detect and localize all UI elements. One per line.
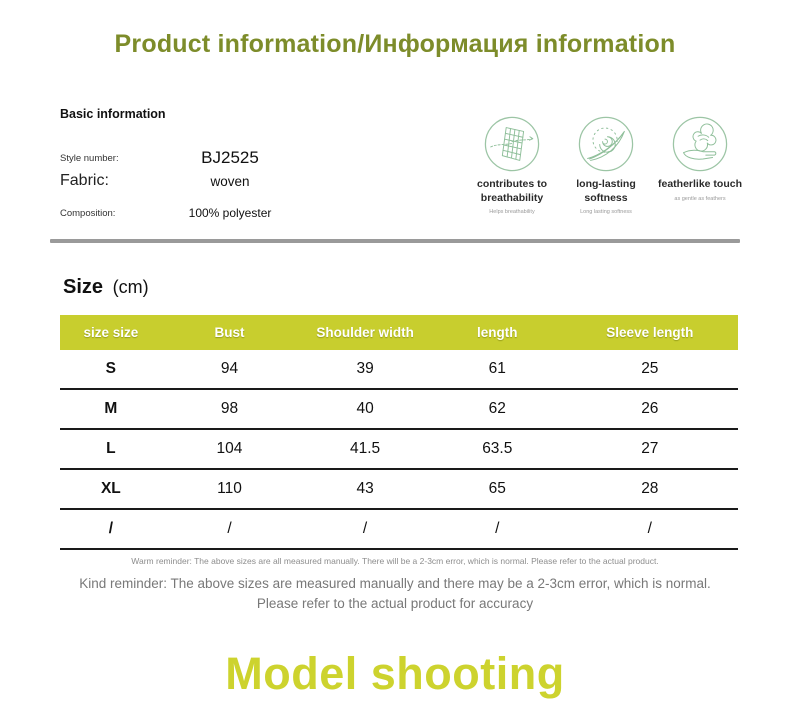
cell-sleeve-length: / — [647, 520, 652, 537]
fabric-row — [60, 172, 305, 190]
size-section-heading — [63, 276, 149, 299]
composition-label: Composition: — [60, 207, 116, 219]
feature-title: long-lasting softness — [576, 178, 636, 204]
cell-bust: 98 — [220, 400, 239, 417]
column-header-length: length — [477, 325, 518, 340]
kind-reminder-line2: Please refer to the actual product for accuracy — [256, 595, 534, 611]
cell-sleeve-length: 25 — [641, 360, 659, 377]
cell-bust: 110 — [217, 480, 242, 497]
feature-card-softness — [560, 115, 652, 215]
cell-shoulder-width: 43 — [356, 480, 374, 497]
cell-length: / — [495, 520, 500, 537]
composition-row — [60, 206, 305, 220]
feature-title: contributes to breathability — [477, 178, 547, 204]
feature-subtitle: as gentle as feathers — [674, 195, 726, 202]
cell-bust: 104 — [216, 440, 243, 457]
size-heading-text: Size — [63, 276, 104, 298]
fabric-label: Fabric: — [60, 172, 109, 189]
breathability-icon — [466, 115, 558, 173]
size-table — [60, 315, 738, 550]
size-unit-text: (cm) — [112, 277, 149, 297]
fabric-value: woven — [210, 173, 250, 189]
table-row-empty — [60, 510, 738, 550]
feature-subtitle: Helps breathability — [489, 209, 535, 216]
section-divider — [50, 239, 740, 243]
cell-shoulder-width: / — [362, 520, 368, 537]
feature-title: featherlike touch — [657, 178, 743, 190]
cell-size: / — [108, 520, 113, 537]
column-header-size: size size — [83, 325, 139, 340]
table-row-l — [60, 430, 738, 470]
style-number-row — [60, 148, 305, 168]
softness-icon — [560, 115, 652, 173]
cell-size: S — [105, 360, 117, 377]
cell-length: 62 — [488, 400, 506, 417]
cell-length: 65 — [488, 480, 506, 497]
table-row-s — [60, 350, 738, 390]
warm-reminder-text: Warm reminder: The above sizes are all measured manually. There will be a 2-3cm error, which is normal. Please refer to the actual product. — [131, 556, 659, 566]
cell-sleeve-length: 26 — [641, 400, 659, 417]
cell-length: 61 — [488, 360, 506, 377]
cell-shoulder-width: 41.5 — [349, 440, 381, 457]
column-header-sleeve-length: Sleeve length — [606, 325, 694, 340]
column-header-bust: Bust — [214, 325, 245, 340]
basic-information-heading: Basic information — [60, 107, 166, 121]
cell-sleeve-length: 28 — [641, 480, 659, 497]
featherlike-touch-icon — [654, 115, 746, 173]
table-row-xl — [60, 470, 738, 510]
feature-card-featherlike — [654, 115, 746, 215]
cell-sleeve-length: 27 — [641, 440, 659, 457]
cell-bust: / — [227, 520, 232, 537]
table-row-m — [60, 390, 738, 430]
cell-size: XL — [100, 480, 121, 497]
feature-badges — [466, 115, 746, 215]
kind-reminder-line1: Kind reminder: The above sizes are measured manually and there may be a 2-3cm error, which is normal. — [79, 576, 711, 591]
model-shooting-title: Model shooting — [225, 648, 565, 699]
cell-bust: 94 — [220, 360, 239, 377]
style-number-label: Style number: — [60, 152, 119, 164]
size-table-header-row — [60, 315, 738, 350]
cell-shoulder-width: 40 — [356, 400, 374, 417]
cell-size: M — [104, 400, 118, 417]
kind-reminder-text — [0, 574, 790, 613]
style-number-value: BJ2525 — [201, 148, 259, 167]
column-header-shoulder-width: Shoulder width — [316, 325, 414, 340]
cell-shoulder-width: 39 — [356, 360, 374, 377]
composition-value: 100% polyester — [188, 206, 272, 220]
page-title: Product information/Информация information — [114, 30, 676, 58]
feature-card-breathability — [466, 115, 558, 215]
feature-subtitle: Long lasting softness — [580, 209, 632, 216]
cell-size: L — [106, 440, 116, 457]
cell-length: 63.5 — [482, 440, 513, 457]
